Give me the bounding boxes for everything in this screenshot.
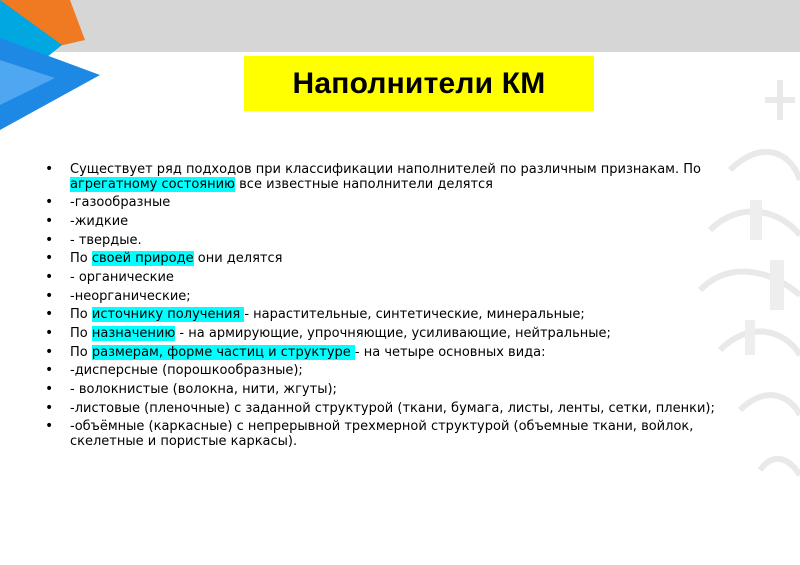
list-item xyxy=(45,268,765,286)
list-item xyxy=(45,196,765,211)
text-segment: По xyxy=(70,251,92,267)
title-box xyxy=(244,56,594,111)
list-item xyxy=(45,163,765,192)
list-item xyxy=(45,383,765,398)
text-segment: По xyxy=(70,307,92,323)
text-segment: -листовые (пленочные) с заданной структурой (ткани, бумага, листы, ленты, сетки, пленки); xyxy=(70,400,715,416)
bullet-icon: • xyxy=(45,250,54,267)
bullet-icon: • xyxy=(45,399,54,416)
list-item xyxy=(45,308,765,323)
text-segment: По xyxy=(70,326,92,341)
list-item xyxy=(45,364,765,379)
text-segment: - нарастительные, синтетические, минеральные; xyxy=(244,307,585,323)
text-segment: -неорганические; xyxy=(70,288,191,304)
list-item xyxy=(45,287,765,305)
bullet-icon: • xyxy=(45,268,54,285)
text-segment: - на четыре основных вида: xyxy=(354,344,546,360)
text-segment: Существует ряд подходов при классификации наполнителей по различным признакам. По xyxy=(70,162,701,177)
list-item xyxy=(45,399,765,417)
list-item xyxy=(45,343,765,361)
bullet-list xyxy=(45,163,765,454)
highlighted-term: размерам, форме частиц и структуре xyxy=(91,344,355,360)
text-segment: - твердые. xyxy=(70,232,142,248)
highlighted-term: назначению xyxy=(91,326,176,341)
text-segment: - на армирующие, упрочняющие, усиливающие, нейтральные; xyxy=(175,326,611,341)
bullet-icon: • xyxy=(45,418,54,435)
bullet-icon: • xyxy=(45,362,54,379)
bullet-icon: • xyxy=(45,325,54,341)
list-item xyxy=(45,212,765,230)
bullet-icon: • xyxy=(45,161,54,177)
highlighted-term: своей природе xyxy=(91,251,194,267)
list-item xyxy=(45,252,765,267)
list-item xyxy=(45,231,765,249)
text-segment: -дисперсные (порошкообразные); xyxy=(70,363,303,379)
highlighted-term: агрегатному состоянию xyxy=(70,176,235,192)
list-item xyxy=(45,420,765,449)
bullet-icon: • xyxy=(45,231,54,248)
bullet-icon: • xyxy=(45,381,54,398)
bullet-icon: • xyxy=(45,306,54,323)
text-segment: По xyxy=(70,344,92,360)
bullet-icon: • xyxy=(45,287,54,304)
slide-title: Наполнители КМ xyxy=(292,66,546,100)
text-segment: они делятся xyxy=(193,251,283,267)
triangles-logo-icon xyxy=(0,0,100,140)
bullet-icon: • xyxy=(45,194,54,211)
text-segment: - органические xyxy=(70,269,174,285)
text-segment: -жидкие xyxy=(70,213,129,229)
text-segment: - волокнистые (волокна, нити, жгуты); xyxy=(70,382,337,398)
text-segment: все известные наполнители делятся xyxy=(235,176,494,192)
list-item xyxy=(45,327,765,342)
text-segment: -газообразные xyxy=(70,195,171,211)
bullet-icon: • xyxy=(45,212,54,229)
top-band xyxy=(0,0,800,52)
highlighted-term: источнику получения xyxy=(91,307,245,323)
text-segment: -объёмные (каркасные) с непрерывной трехмерной структурой (объемные ткани, войлок, скелетные и пористые каркасы). xyxy=(70,419,694,449)
bullet-icon: • xyxy=(45,343,54,360)
